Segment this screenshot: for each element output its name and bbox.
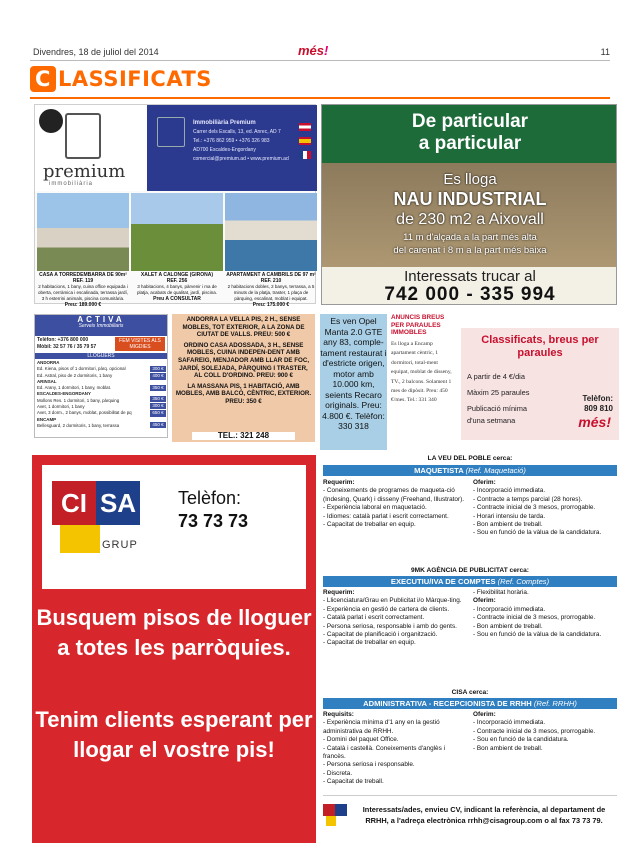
activa-price: 450 € [150,422,166,428]
job-item: - Contracte inicial de 3 mesos, prorrogable. [473,504,596,512]
job-item: - Experiència laboral en maquetació. [323,504,427,512]
cisa-phone [178,487,248,533]
job-item: - Capacitat de treballar en equip. [323,521,416,529]
industrial-ad-header [322,105,617,163]
activa-listing: Ed. Astral, piso de 2 dormitoris, 1 bany [37,372,113,378]
job-ref: (Ref. Maquetació) [465,466,526,475]
activa-listing: Mollons Res. 1 dormitori, 1 bany, pàrquing [37,397,120,403]
listing-price: Preu: 175.000 € [252,302,290,308]
job-item: - Bon ambient de treball. [473,744,543,752]
activa-listings [37,360,145,429]
classifieds-mes-logo-text: més [578,414,607,430]
premium-brand-sub: immobiliària [49,181,94,187]
cisa-ad-header [42,465,306,589]
classifieds-mes-logo: més! [578,414,611,430]
job-title: EXECUTIU/IVA DE COMPTES [390,577,496,586]
job-item: - Incorporació immediata. [473,487,546,495]
job-col-heading: Oferim: [473,711,496,718]
listing-desc: 3 habitacions, 4 banys, pàrvenir i ma de platja, acabats de qualitat, jardí, piscina. [136,284,218,295]
activa-listing-heading: ENCAMP [37,416,57,422]
activa-listing-heading: ESCALDES-ENGORDANY [37,391,91,397]
activa-price: 300 € [150,403,166,409]
activa-listing-heading: ANDORRA [37,360,60,365]
premium-mark-icon [65,113,101,159]
job-item: - Incorporació immediata. [473,719,546,727]
job-item: - Flexibilitat horària. [473,589,529,596]
cisa-ad [32,455,316,843]
classifieds-phone-label: Telèfon: [582,394,613,403]
job-requirements [323,479,465,529]
job-item: - Persona seriosa i responsable. [323,761,415,769]
issue-date: Divendres, 18 de juliol del 2014 [33,47,159,57]
job-item: - Idiomes: català parlat i escrit correctament. [323,512,449,520]
flag-icon [299,137,311,145]
activa-tel: Telèfon: +376 800 000 [37,337,89,343]
listing-desc: 2 habitacions, 1 bany, cuina office equipada i oberta, cerràmica i escalinada, terrassa jardí, 3 h esterrini animals, piscina comunitària. [37,284,129,301]
job-employer: 9MK AGÈNCIA DE PUBLICITAT cerca: [411,567,529,574]
job-item: - Horari intensiu de tarda. [473,512,546,520]
job-title-bar [323,465,617,476]
activa-price: 400 € [150,373,166,379]
short-ads-title: ANUNCIS BREUS PER PARAULES [391,314,445,329]
job-item: - Bon ambient de treball. [473,622,543,630]
job-employer: CISA cerca: [451,689,489,696]
header-divider [30,60,610,61]
listing-ref: REF. 119 [72,278,94,284]
listing-title: XALET A CALONGE (GIRONA) [140,272,214,278]
job-requirements [323,711,465,787]
premium-card-line: Tel.: +376 862 959 • +376 326 983 [193,138,270,144]
activa-listing-heading: ARINSAL [37,378,57,384]
industrial-ad [321,104,617,305]
cisa-small-logo-icon [323,804,347,828]
listing-ref: REF. 256 [166,278,188,284]
job-title: ADMINISTRATIVA - RECEPCIONISTA DE RRHH [363,699,532,708]
job-offer [473,479,615,538]
andorra-rental-ad [172,314,315,442]
activa-header [35,315,167,336]
opel-ad: Es ven Opel Manta 2.0 GTE any 83, comple-tament restaurat i d'estricte origen, motor amb 10.000 km, seients Recaro originals. Preu: 4.800 €. Telèfon: 330 318 [320,314,387,450]
job-offer [473,711,615,753]
job-item: - Contracte inicial de 3 mesos, prorrogable. [473,727,596,735]
industrial-line3: Es lloga [443,171,497,188]
listing-desc: 2 habitacions dobles, 2 banys, terrassa, a 5 minuts de la platja, traster, 1 plaça de pàrquing, escalinat, moblat i equipat. [227,284,315,301]
job-item: - Capacitat de treballar en equip. [323,639,416,647]
activa-visits-badge: FEM VISITES ALS MIGDIES [115,337,165,351]
job-item: - Incorporació immediata. [473,605,546,613]
mes-logo-bang: ! [324,43,329,58]
premium-brand: premium [43,161,126,182]
job-item: - Domini del paquet Office. [323,736,399,744]
job-item: - Discreta. [323,769,353,777]
industrial-line4: NAU INDUSTRIAL [393,189,547,209]
activa-price: 350 € [150,385,166,391]
job-item: - Persona seriosa, responsable i amb do gents. [323,622,457,630]
job-col-heading: Requerim: [323,589,355,596]
industrial-line5: de 230 m2 a Aixovall [396,211,544,228]
listing-photo-house [37,193,129,271]
industrial-line7: del carenat i 8 m a la part més baixa [393,245,547,256]
job-item: - Llicenciatura/Grau en Publicitat i/o Màrque-ting. [323,597,462,605]
premium-card-line: AD700 Escaldes-Engordany [193,147,256,153]
listing-ref: REF. 210 [260,278,282,284]
industrial-contact-band [322,267,617,305]
section-title-initial: C [30,66,56,92]
activa-price: 650 € [150,410,166,416]
activa-price: 350 € [150,396,166,402]
job-item: - Sou en funció de la vàlua de la candidatura. [473,529,602,537]
listing-caption [37,272,129,308]
premium-card-name: Immobiliària Premium [193,120,256,126]
listing-title: APARTAMENT A CAMBRILS DE 97 m² [226,272,316,278]
section-title [30,66,212,92]
industrial-line6: 11 m d'alçada a la part més alta [403,232,537,243]
classifieds-info-line: d'una setmana [467,416,516,425]
job-ref: (Ref. Comptes) [497,577,550,586]
industrial-line8: Interessats trucar al [404,268,536,285]
job-ref: (Ref. RRHH) [533,699,577,708]
job-title: MAQUETISTA [414,466,464,475]
job-item: - Sou en funció de la vàlua de la candidatura. [473,631,602,639]
premium-card [147,105,317,191]
job-col-heading: Requisits: [323,711,354,718]
activa-lloguers-heading: LLOGUERS [35,353,167,359]
listing-price: Preu: 189.000 € [64,302,102,308]
classifieds-info-phone [582,394,613,414]
activa-listing: Avet, 1 dormitori, 1 bany [37,404,85,410]
industrial-phone: 742 000 - 335 994 [384,284,556,305]
classifieds-info-line: Publicació mínima [467,404,527,413]
cisa-phone-label: Telèfon: [178,488,242,508]
classifieds-info-line: Màxim 25 paraules [467,388,530,397]
short-ads-column [391,314,455,450]
premium-ad [34,104,316,308]
language-flags [299,123,311,165]
listing-caption [131,272,223,302]
cisa-logo-square-icon [60,525,100,553]
cisa-message-1: Busquem pisos de lloguer a totes les parròquies. [36,605,312,660]
job-employer: LA VEU DEL POBLE cerca: [427,455,513,462]
jobs-footer [323,795,617,835]
listing-photo-villa [131,193,223,271]
premium-card-line: comercial@premium.ad • www.premium.ad [193,156,289,162]
job-col-heading: Oferim: [473,479,496,486]
job-item: - Sou en funció de la candidatura. [473,736,569,744]
andorra-listing: ANDORRA LA VELLA PIS, 2 H., SENSE MOBLES, TOT EXTERIOR, A LA ZONA DE CIUTAT DE VALLS. PREU: 500 € [182,316,305,339]
cisa-phone-number: 73 73 73 [178,511,249,531]
activa-prices [150,360,166,429]
cisa-logo-sa: SA [96,481,140,525]
activa-tagline: Serveis Immobiliaris [78,323,124,330]
andorra-ad-phone: TEL.: 321 248 [192,432,295,440]
industrial-line2: a particular [418,133,522,154]
listing-caption [225,272,317,308]
cisa-logo [52,481,140,551]
industrial-line1: De particular [411,111,529,132]
job-col-heading: Requerim: [323,479,355,486]
classifieds-info-box [461,328,619,440]
job-item: - Capacitat de treball. [323,778,384,786]
cisa-message-2: Tenim clients esperant per llogar el vostre pis! [35,707,313,762]
premium-card-line: Carrer dels Escalls, 13, ed. Anrec, AD 7 [193,129,281,135]
activa-contact [37,337,96,351]
listing-title: CASA A TORREDEMBARRA DE 90m² [39,272,127,278]
job-item: - Català i castellà. Coneixements d'anglès i francès. [323,744,445,761]
job-title-bar [323,576,617,587]
section-divider [30,97,610,99]
job-offer [473,589,615,639]
short-ads-subtitle: IMMOBLES [391,329,427,336]
job-requirements [323,589,465,648]
job-title-bar [323,698,617,709]
section-title-rest: LASSIFICATS [58,67,212,91]
classifieds-info-title: Classificats, breus per paraules [481,334,599,359]
listing-photo-apartment [225,193,317,271]
activa-ad [34,314,168,438]
cisa-logo-grup: GRUP [102,539,142,551]
job-item: - Coneixements de programes de maqueta-ció (Indesing, Quark) i disseny (Freehand, Illustrator). [323,487,465,503]
activa-price: 300 € [150,366,166,372]
flag-icon [299,123,311,131]
short-ad-text: Es lloga a Encamp apartament cèntric, 1 dormitori, total-ment equipat, moblat de disseny, TV., 2 balcons. Solament 1 mes de dipòsit. Preu: 450 €/mes. Tel.: 331 340 [391,341,452,404]
job-col-heading: Oferim: [473,597,496,605]
classifieds-info-line: A partir de 4 €/dia [467,372,525,381]
page-number: 11 [600,47,610,57]
premium-badge-icon [39,109,63,133]
activa-listing: Bellesguard, 2 dormitoris, 1 bany, terrassa [37,422,120,428]
classifieds-phone-number: 809 810 [584,404,613,413]
cisa-logo-ci: CI [52,481,96,525]
activa-listing: Ed. Kiena, pisos of 1 dormitori, pàrq. opcional [37,366,126,372]
ordino-listing: ORDINO CASA ADOSSADA, 3 H., SENSE MOBLES, CUINA INDEPEN-DENT AMB SAFAREIG, MENJADOR AMB LLAR DE FOC, JARDÍ, SOLEJADA, PÀRQUING I TRASTER, AL COLL D'ORDINO. PREU: 900 € [177,341,310,380]
activa-mobil: Mòbil: 32 57 76 / 35 79 57 [37,344,97,350]
massana-listing: LA MASSANA PIS, 1 HABITACIÓ, AMB MOBLES, AMB BALCÓ, CÈNTRIC, EXTERIOR. PREU: 350 € [175,382,312,405]
listing-price: Preu A CONSULTAR [153,296,201,302]
activa-listing: Avet, 3 dorm., 2 banys, moblat, possibilitat de pq [37,410,132,416]
premium-card-logo-icon [157,117,185,147]
premium-logo [35,105,147,191]
job-item: - Contracte inicial de 3 mesos, prorrogable. [473,614,596,622]
job-item: - Experiència en gestió de cartera de clients. [323,605,450,613]
activa-name: ACTIVA [77,315,125,324]
job-item: - Català parlat i escrit correctament. [323,614,425,622]
flag-icon [299,151,311,159]
activa-listing: Ed. Arany, 1 dormitori, 1 bany, moblat. [37,385,112,391]
mes-logo-text: més [298,43,325,58]
mes-logo [298,43,328,58]
job-item: - Contracte a temps parcial (28 hores). [473,495,583,503]
jobs-footer-text: Interessats/ades, envieu CV, indicant la referència, al departament de RRHH, a l'adreça electrònica rrhh@cisagroup.com o al fax 73 73 79. [362,805,606,825]
job-item: - Capacitat de planificació i organització. [323,631,438,639]
job-offers [321,455,619,843]
job-item: - Bon ambient de treball. [473,521,543,529]
job-item: - Experiència mínima d'1 any en la gestió administrativa de RRHH. [323,719,440,735]
